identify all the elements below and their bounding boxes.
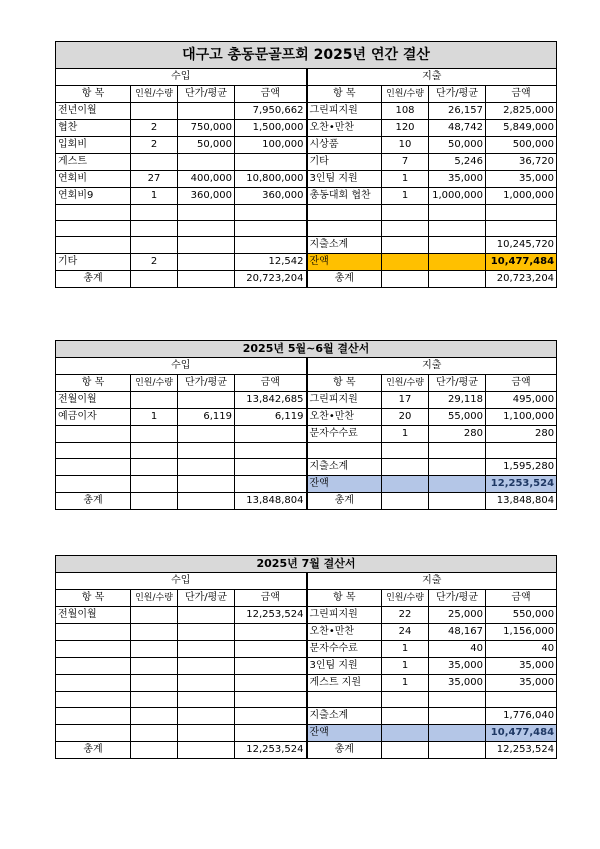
income-total-label: 총계	[56, 271, 131, 288]
expense-item: 문자수수료	[307, 641, 382, 658]
expense-amount	[486, 692, 557, 708]
expense-section-label: 지출	[307, 69, 557, 86]
header-item: 항 목	[56, 375, 131, 392]
income-total-amount: 20,723,204	[235, 271, 307, 288]
expense-amount: 40	[486, 641, 557, 658]
table-row	[56, 426, 557, 443]
income-item	[56, 443, 131, 459]
income-amount: 7,950,662	[235, 103, 307, 120]
income-count	[131, 237, 178, 254]
income-unit: 50,000	[178, 137, 235, 154]
expense-item: 시상품	[307, 137, 382, 154]
income-item	[56, 641, 131, 658]
expense-amount: 550,000	[486, 607, 557, 624]
expense-amount: 35,000	[486, 675, 557, 692]
income-count	[131, 426, 178, 443]
header-unit: 단가/평균	[429, 590, 486, 607]
income-count	[131, 708, 178, 725]
annual-settlement-table	[55, 41, 557, 288]
income-amount: 12,253,524	[235, 607, 307, 624]
income-amount	[235, 426, 307, 443]
header-item: 항 목	[307, 590, 382, 607]
table-row	[56, 675, 557, 692]
expense-amount: 1,000,000	[486, 188, 557, 205]
income-amount: 12,542	[235, 254, 307, 271]
income-item	[56, 675, 131, 692]
expense-section-label: 지출	[307, 358, 557, 375]
income-unit	[178, 221, 235, 237]
income-count	[131, 742, 178, 759]
income-count	[131, 271, 178, 288]
header-count: 인원/수량	[131, 375, 178, 392]
expense-count	[382, 459, 429, 476]
expense-item: 그린피지원	[307, 103, 382, 120]
income-amount	[235, 237, 307, 254]
expense-count	[382, 205, 429, 221]
expense-count	[382, 237, 429, 254]
balance-label: 잔액	[307, 476, 382, 493]
expense-unit	[429, 221, 486, 237]
income-count	[131, 493, 178, 510]
expense-item	[307, 205, 382, 221]
expense-amount	[486, 205, 557, 221]
expense-amount: 35,000	[486, 658, 557, 675]
expense-item: 3인팀 지원	[307, 658, 382, 675]
header-item: 항 목	[56, 86, 131, 103]
expense-unit: 25,000	[429, 607, 486, 624]
header-unit: 단가/평균	[178, 590, 235, 607]
income-item	[56, 708, 131, 725]
income-count	[131, 392, 178, 409]
header-amount: 금액	[486, 590, 557, 607]
header-item: 항 목	[307, 375, 382, 392]
income-item: 연회비9	[56, 188, 131, 205]
income-count	[131, 443, 178, 459]
table-row	[56, 658, 557, 675]
table-row	[56, 443, 557, 459]
income-amount	[235, 459, 307, 476]
income-unit	[178, 658, 235, 675]
income-count: 2	[131, 120, 178, 137]
income-item	[56, 221, 131, 237]
income-amount: 13,842,685	[235, 392, 307, 409]
expense-unit: 35,000	[429, 658, 486, 675]
income-count	[131, 154, 178, 171]
table-row	[56, 103, 557, 120]
income-section-label: 수입	[56, 358, 307, 375]
expense-unit: 48,167	[429, 624, 486, 641]
income-item: 입회비	[56, 137, 131, 154]
expense-item	[307, 221, 382, 237]
income-unit	[178, 271, 235, 288]
expense-item	[307, 443, 382, 459]
july-settlement-table	[55, 555, 557, 759]
income-unit: 6,119	[178, 409, 235, 426]
income-amount: 360,000	[235, 188, 307, 205]
income-unit	[178, 237, 235, 254]
income-unit	[178, 708, 235, 725]
expense-unit	[429, 742, 486, 759]
income-amount	[235, 624, 307, 641]
income-item	[56, 725, 131, 742]
income-unit	[178, 426, 235, 443]
may-june-settlement-table	[55, 340, 557, 510]
income-count	[131, 476, 178, 493]
income-amount	[235, 205, 307, 221]
expense-item: 그린피지원	[307, 607, 382, 624]
income-unit	[178, 254, 235, 271]
table-row	[56, 493, 557, 510]
income-count	[131, 103, 178, 120]
table-row	[56, 137, 557, 154]
expense-amount: 2,825,000	[486, 103, 557, 120]
expense-count	[382, 221, 429, 237]
expense-amount: 36,720	[486, 154, 557, 171]
income-count: 27	[131, 171, 178, 188]
income-total-amount: 13,848,804	[235, 493, 307, 510]
expense-amount	[486, 221, 557, 237]
income-count	[131, 221, 178, 237]
income-count	[131, 624, 178, 641]
table-row	[56, 171, 557, 188]
income-amount: 1,500,000	[235, 120, 307, 137]
income-amount	[235, 641, 307, 658]
expense-section-label: 지출	[307, 573, 557, 590]
income-count	[131, 675, 178, 692]
expense-count: 1	[382, 641, 429, 658]
income-count	[131, 725, 178, 742]
expense-unit	[429, 476, 486, 493]
income-count	[131, 607, 178, 624]
table-row	[56, 188, 557, 205]
balance-amount: 10,477,484	[486, 725, 557, 742]
expense-count: 120	[382, 120, 429, 137]
income-count	[131, 641, 178, 658]
expense-unit	[429, 443, 486, 459]
income-unit	[178, 392, 235, 409]
income-amount	[235, 443, 307, 459]
table-row	[56, 725, 557, 742]
table-row	[56, 237, 557, 254]
balance-label: 잔액	[307, 725, 382, 742]
income-count: 1	[131, 409, 178, 426]
header-unit: 단가/평균	[178, 375, 235, 392]
income-unit	[178, 725, 235, 742]
expense-amount: 35,000	[486, 171, 557, 188]
income-item: 기타	[56, 254, 131, 271]
expense-count: 22	[382, 607, 429, 624]
expense-subtotal-label: 지출소계	[307, 237, 382, 254]
expense-item: 오찬•만찬	[307, 120, 382, 137]
expense-amount: 5,849,000	[486, 120, 557, 137]
income-count	[131, 205, 178, 221]
table-row	[56, 205, 557, 221]
expense-unit	[429, 459, 486, 476]
table-row	[56, 221, 557, 237]
income-unit	[178, 607, 235, 624]
expense-count	[382, 708, 429, 725]
expense-unit	[429, 254, 486, 271]
income-amount	[235, 476, 307, 493]
expense-count: 7	[382, 154, 429, 171]
income-unit	[178, 675, 235, 692]
expense-count: 10	[382, 137, 429, 154]
income-unit	[178, 476, 235, 493]
expense-total-label: 총계	[307, 742, 382, 759]
income-unit	[178, 459, 235, 476]
table-row	[56, 154, 557, 171]
income-unit: 750,000	[178, 120, 235, 137]
expense-amount: 1,100,000	[486, 409, 557, 426]
table-row	[56, 692, 557, 708]
expense-count: 1	[382, 171, 429, 188]
expense-unit	[429, 692, 486, 708]
income-unit	[178, 641, 235, 658]
expense-unit	[429, 237, 486, 254]
header-item: 항 목	[56, 590, 131, 607]
income-amount: 6,119	[235, 409, 307, 426]
table-row	[56, 742, 557, 759]
income-item	[56, 658, 131, 675]
table-row	[56, 392, 557, 409]
table-row	[56, 120, 557, 137]
income-item	[56, 624, 131, 641]
balance-label: 잔액	[307, 254, 382, 271]
expense-item: 총동대회 협찬	[307, 188, 382, 205]
income-item: 전년이월	[56, 103, 131, 120]
income-item	[56, 205, 131, 221]
expense-count: 17	[382, 392, 429, 409]
income-amount	[235, 675, 307, 692]
income-count	[131, 658, 178, 675]
expense-count: 24	[382, 624, 429, 641]
expense-unit	[429, 271, 486, 288]
expense-unit	[429, 205, 486, 221]
expense-unit: 26,157	[429, 103, 486, 120]
expense-unit	[429, 725, 486, 742]
income-item: 예금이자	[56, 409, 131, 426]
expense-item: 그린피지원	[307, 392, 382, 409]
expense-item: 오찬•만찬	[307, 624, 382, 641]
income-item: 연회비	[56, 171, 131, 188]
income-section-label: 수입	[56, 573, 307, 590]
table-row	[56, 476, 557, 493]
expense-total-label: 총계	[307, 493, 382, 510]
table-title: 2025년 7월 결산서	[56, 556, 557, 573]
table-row	[56, 641, 557, 658]
expense-amount: 500,000	[486, 137, 557, 154]
income-unit: 400,000	[178, 171, 235, 188]
expense-subtotal-label: 지출소계	[307, 708, 382, 725]
expense-subtotal-amount: 1,595,280	[486, 459, 557, 476]
expense-total-label: 총계	[307, 271, 382, 288]
expense-unit: 35,000	[429, 171, 486, 188]
expense-unit	[429, 493, 486, 510]
expense-count: 1	[382, 188, 429, 205]
expense-total-amount: 13,848,804	[486, 493, 557, 510]
expense-count: 108	[382, 103, 429, 120]
expense-item: 문자수수료	[307, 426, 382, 443]
header-amount: 금액	[235, 590, 307, 607]
expense-count	[382, 692, 429, 708]
header-count: 인원/수량	[382, 590, 429, 607]
income-count: 1	[131, 188, 178, 205]
income-amount	[235, 708, 307, 725]
expense-unit: 50,000	[429, 137, 486, 154]
income-count: 2	[131, 137, 178, 154]
expense-unit: 48,742	[429, 120, 486, 137]
income-unit	[178, 742, 235, 759]
expense-total-amount: 12,253,524	[486, 742, 557, 759]
income-amount	[235, 154, 307, 171]
balance-amount: 12,253,524	[486, 476, 557, 493]
income-total-label: 총계	[56, 742, 131, 759]
expense-unit: 5,246	[429, 154, 486, 171]
expense-count	[382, 725, 429, 742]
income-unit	[178, 692, 235, 708]
expense-subtotal-amount: 1,776,040	[486, 708, 557, 725]
income-total-amount: 12,253,524	[235, 742, 307, 759]
income-amount	[235, 725, 307, 742]
income-count: 2	[131, 254, 178, 271]
income-unit	[178, 154, 235, 171]
expense-count	[382, 443, 429, 459]
income-unit	[178, 103, 235, 120]
expense-total-amount: 20,723,204	[486, 271, 557, 288]
expense-count	[382, 254, 429, 271]
header-count: 인원/수량	[382, 375, 429, 392]
income-amount	[235, 658, 307, 675]
expense-unit	[429, 708, 486, 725]
table-row	[56, 409, 557, 426]
income-item	[56, 426, 131, 443]
expense-unit: 40	[429, 641, 486, 658]
table-row	[56, 624, 557, 641]
header-unit: 단가/평균	[429, 86, 486, 103]
header-count: 인원/수량	[382, 86, 429, 103]
income-unit	[178, 205, 235, 221]
expense-amount: 280	[486, 426, 557, 443]
expense-subtotal-amount: 10,245,720	[486, 237, 557, 254]
expense-item: 3인팀 지원	[307, 171, 382, 188]
header-amount: 금액	[235, 375, 307, 392]
expense-count	[382, 493, 429, 510]
income-total-label: 총계	[56, 493, 131, 510]
income-count	[131, 459, 178, 476]
income-unit	[178, 443, 235, 459]
expense-unit: 35,000	[429, 675, 486, 692]
income-unit: 360,000	[178, 188, 235, 205]
expense-count: 1	[382, 675, 429, 692]
income-item: 전월이월	[56, 392, 131, 409]
table-row	[56, 254, 557, 271]
income-item	[56, 692, 131, 708]
expense-amount: 1,156,000	[486, 624, 557, 641]
expense-subtotal-label: 지출소계	[307, 459, 382, 476]
header-item: 항 목	[307, 86, 382, 103]
expense-unit: 55,000	[429, 409, 486, 426]
header-count: 인원/수량	[131, 86, 178, 103]
balance-amount: 10,477,484	[486, 254, 557, 271]
expense-amount	[486, 443, 557, 459]
header-unit: 단가/평균	[429, 375, 486, 392]
income-item	[56, 476, 131, 493]
header-count: 인원/수량	[131, 590, 178, 607]
expense-count: 1	[382, 426, 429, 443]
header-amount: 금액	[486, 86, 557, 103]
expense-item	[307, 692, 382, 708]
income-count	[131, 692, 178, 708]
income-item	[56, 459, 131, 476]
header-unit: 단가/평균	[178, 86, 235, 103]
table-row	[56, 708, 557, 725]
expense-count	[382, 476, 429, 493]
income-item: 전월이월	[56, 607, 131, 624]
expense-item: 오찬•만찬	[307, 409, 382, 426]
income-section-label: 수입	[56, 69, 307, 86]
expense-count	[382, 271, 429, 288]
income-amount: 100,000	[235, 137, 307, 154]
table-row	[56, 607, 557, 624]
expense-item: 게스트 지원	[307, 675, 382, 692]
income-item: 게스트	[56, 154, 131, 171]
expense-count: 1	[382, 658, 429, 675]
table-row	[56, 459, 557, 476]
expense-unit: 280	[429, 426, 486, 443]
header-amount: 금액	[235, 86, 307, 103]
table-row	[56, 271, 557, 288]
income-amount: 10,800,000	[235, 171, 307, 188]
expense-unit: 1,000,000	[429, 188, 486, 205]
table-title: 대구고 총동문골프회 2025년 연간 결산	[56, 42, 557, 69]
table-title: 2025년 5월~6월 결산서	[56, 341, 557, 358]
income-amount	[235, 221, 307, 237]
income-item: 협찬	[56, 120, 131, 137]
header-amount: 금액	[486, 375, 557, 392]
expense-amount: 495,000	[486, 392, 557, 409]
expense-count: 20	[382, 409, 429, 426]
income-unit	[178, 624, 235, 641]
income-item	[56, 237, 131, 254]
expense-unit: 29,118	[429, 392, 486, 409]
income-unit	[178, 493, 235, 510]
expense-item: 기타	[307, 154, 382, 171]
expense-count	[382, 742, 429, 759]
income-amount	[235, 692, 307, 708]
